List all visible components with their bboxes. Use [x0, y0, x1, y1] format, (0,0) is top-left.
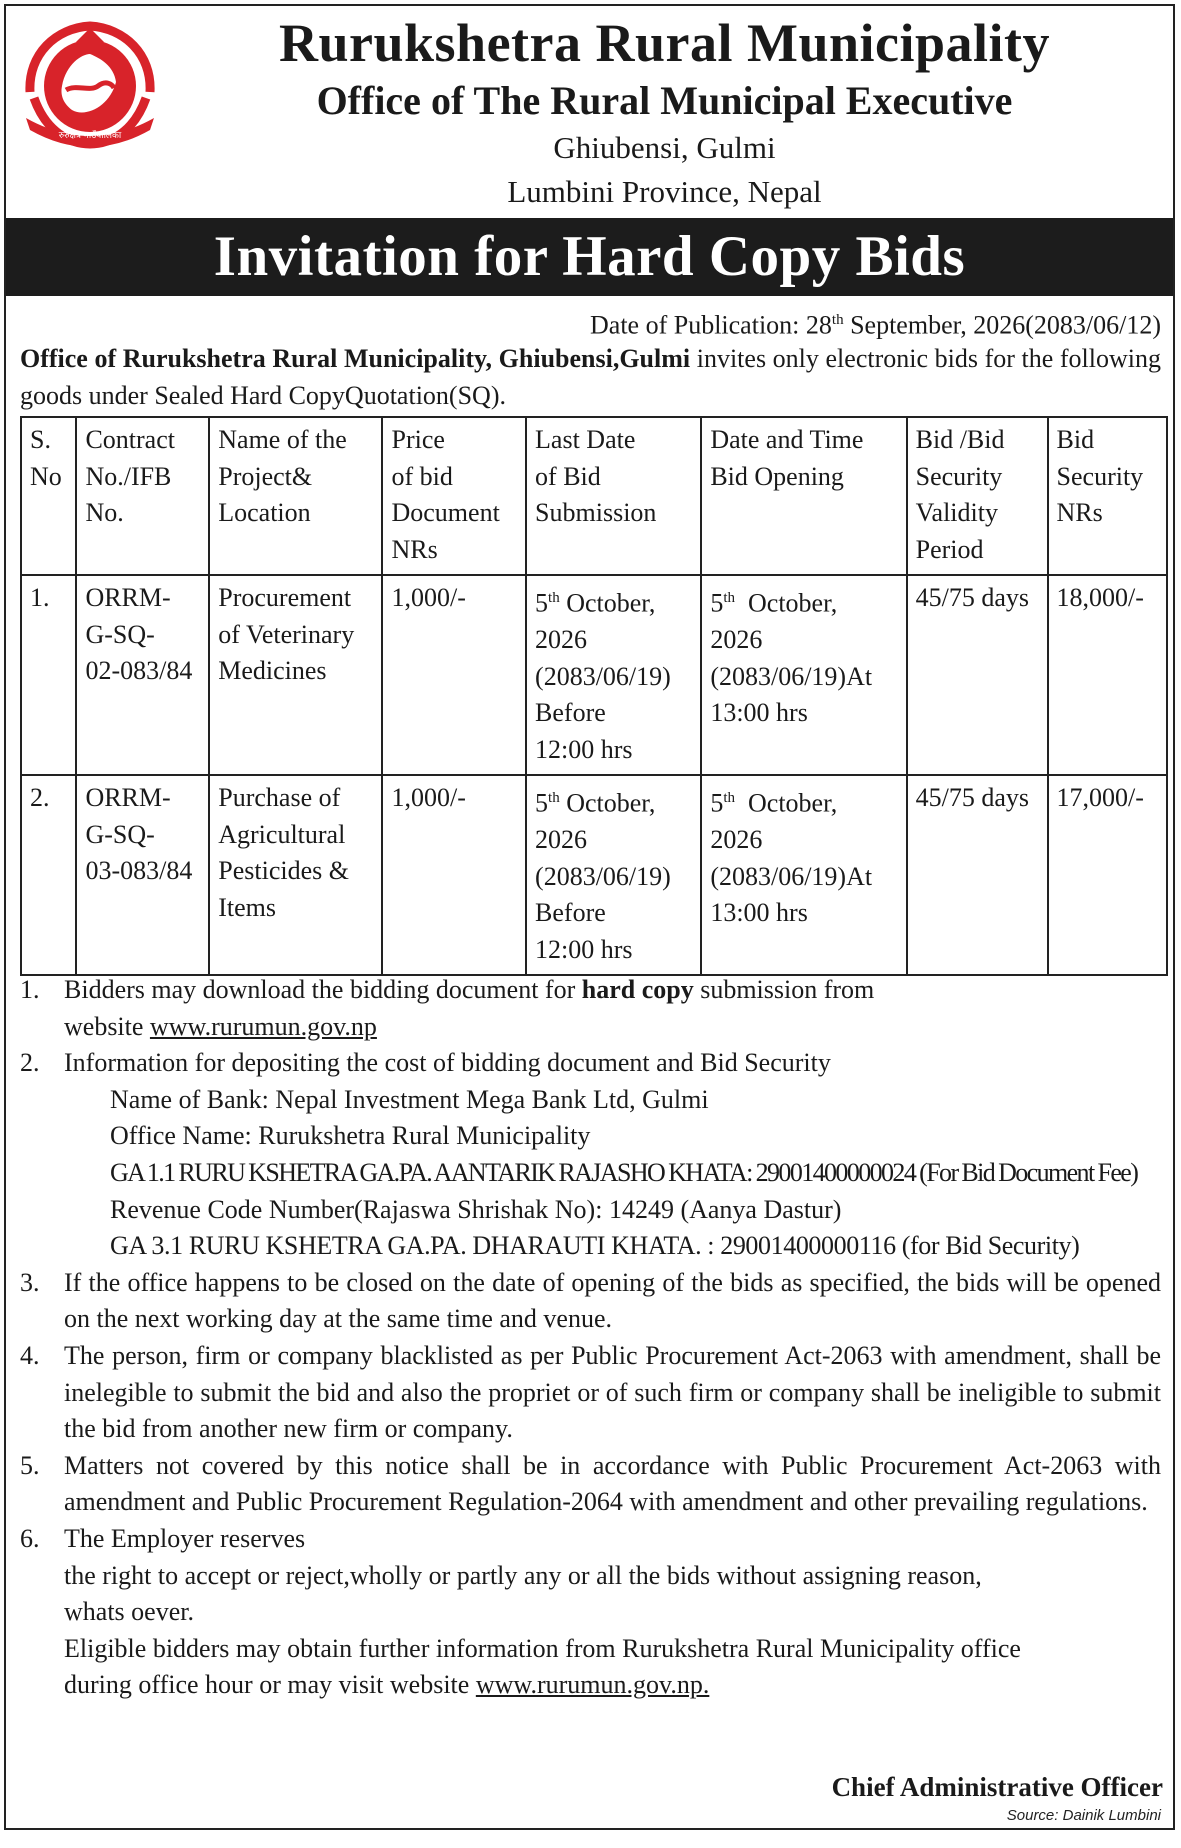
header-price: Price of bid Document NRs	[382, 417, 526, 575]
notes-list	[20, 972, 1161, 1704]
website-link[interactable]: www.rurumun.gov.np.	[475, 1670, 710, 1700]
note-number: 5.	[20, 1450, 40, 1480]
org-name: Rurukshetra Rural Municipality	[278, 13, 1051, 73]
table-row	[21, 575, 1167, 775]
address-line-1: Ghiubensi, Gulmi	[553, 130, 776, 165]
cell-validity: 45/75 days	[907, 575, 1048, 775]
cell-contract: ORRM- G-SQ- 02-083/84	[76, 575, 209, 775]
signature: Chief Administrative Officer	[831, 1772, 1163, 1802]
source-credit: Source: Dainik Lumbini	[1006, 1807, 1161, 1824]
note-5	[20, 1448, 1161, 1521]
note-2	[20, 1045, 1161, 1265]
cell-price: 1,000/-	[382, 575, 526, 775]
publication-date-suffix: September, 2026(2083/06/12)	[843, 310, 1161, 340]
note-number: 3.	[20, 1267, 40, 1297]
header-contract: Contract No./IFB No.	[76, 417, 209, 575]
nepal-government-emblem-icon	[16, 14, 164, 154]
header-security: Bid Security NRs	[1048, 417, 1167, 575]
publication-date	[590, 302, 1161, 344]
cell-project-name: Purchase of Agricultural Pesticides & Items	[209, 775, 382, 975]
header	[166, 10, 1163, 214]
notice-page	[4, 4, 1175, 1830]
cell-contract: ORRM- G-SQ- 03-083/84	[76, 775, 209, 975]
note-5-text: Matters not covered by this notice shall be in accordance with Public Procurement Act-2063 with amendment and Public Procurement Regulation-2064 with amendment and other prevailing regulations.	[64, 1450, 1161, 1517]
header-sno: S. No	[21, 417, 76, 575]
cell-opening: 5th October, 2026 (2083/06/19)At 13:00 hrs	[701, 575, 906, 775]
cell-opening: 5th October, 2026 (2083/06/19)At 13:00 hrs	[701, 775, 906, 975]
table-header-row	[21, 417, 1167, 575]
emblem-ribbon-text: रुरुक्षेत्र गाउँपालिका	[58, 131, 122, 141]
publication-date-sup: th	[831, 312, 844, 328]
intro-text: invites only electronic bids for the following goods under Sealed Hard CopyQuotation(SQ).	[20, 344, 1161, 410]
account-ga-3-1: GA 3.1 RURU KSHETRA GA.PA. DHARAUTI KHATA. : 29001400000116 (for Bid Security)	[110, 1231, 1080, 1261]
note-number: 6.	[20, 1523, 40, 1553]
cell-project-name: Procurement of Veterinary Medicines	[209, 575, 382, 775]
note-4	[20, 1338, 1161, 1448]
bank-name: Name of Bank: Nepal Investment Mega Bank Ltd, Gulmi	[110, 1084, 709, 1114]
note-3	[20, 1265, 1161, 1338]
intro-paragraph	[20, 340, 1161, 414]
account-ga-1-1: GA 1.1 RURU KSHETRA GA.PA. AANTARIK RAJASHO KHATA: 29001400000024 (For Bid Document Fee)	[110, 1157, 1138, 1187]
cell-last-date: 5th October, 2026 (2083/06/19) Before 12:00 hrs	[526, 575, 701, 775]
closing-paragraph: Eligible bidders may obtain further information from Rurukshetra Rural Municipality office during office hour or may visit website www.rurumun.gov.np.	[64, 1633, 1021, 1700]
header-last-date: Last Date of Bid Submission	[526, 417, 701, 575]
publication-date-prefix: Date of Publication: 28	[590, 310, 832, 340]
note-1-bold: hard copy	[581, 975, 694, 1004]
website-link[interactable]: www.rurumun.gov.np	[149, 1011, 377, 1041]
header-validity: Bid /Bid Security Validity Period	[907, 417, 1048, 575]
notice-title: Invitation for Hard Copy Bids	[213, 225, 966, 288]
office-name: Office of The Rural Municipal Executive	[316, 78, 1013, 123]
note-4-text: The person, firm or company blacklisted as per Public Procurement Act-2063 with amendment, shall be inelegible to submit the bid and also the propriet or of such firm or company shall be ineligible to submit the bid from another new firm or company.	[64, 1340, 1161, 1444]
note-1: 1. Bidders may download the bidding document for hard copy submission from website www.rurumun.gov.np	[20, 972, 1161, 1045]
note-6: 6. The Employer reserves the right to accept or reject,wholly or partly any or all the bids without assigning reason, whats oever.	[20, 1521, 1161, 1631]
cell-sno: 1.	[21, 575, 76, 775]
note-number: 4.	[20, 1340, 40, 1370]
cell-price: 1,000/-	[382, 775, 526, 975]
revenue-code: Revenue Code Number(Rajaswa Shrishak No): 14249 (Aanya Dastur)	[110, 1194, 842, 1224]
bid-table	[20, 416, 1168, 976]
table-row	[21, 775, 1167, 975]
cell-last-date: 5th October, 2026 (2083/06/19) Before 12:00 hrs	[526, 775, 701, 975]
cell-validity: 45/75 days	[907, 775, 1048, 975]
intro-office: Office of Rurukshetra Rural Municipality, Ghiubensi,Gulmi	[20, 344, 691, 373]
cell-sno: 2.	[21, 775, 76, 975]
cell-security: 18,000/-	[1048, 575, 1167, 775]
header-opening: Date and Time Bid Opening	[701, 417, 906, 575]
office-name-line: Office Name: Rurukshetra Rural Municipality	[110, 1121, 591, 1151]
cell-security: 17,000/-	[1048, 775, 1167, 975]
note-number: 1.	[20, 975, 40, 1004]
note-3-text: If the office happens to be closed on the date of opening of the bids as specified, the bids will be opened on the next working day at the same time and venue.	[64, 1267, 1161, 1334]
note-2-text: Information for depositing the cost of bidding document and Bid Security	[64, 1048, 831, 1078]
address-line-2: Lumbini Province, Nepal	[507, 174, 822, 209]
note-number: 2.	[20, 1048, 40, 1078]
header-project-name: Name of the Project& Location	[209, 417, 382, 575]
title-bar	[6, 218, 1173, 296]
